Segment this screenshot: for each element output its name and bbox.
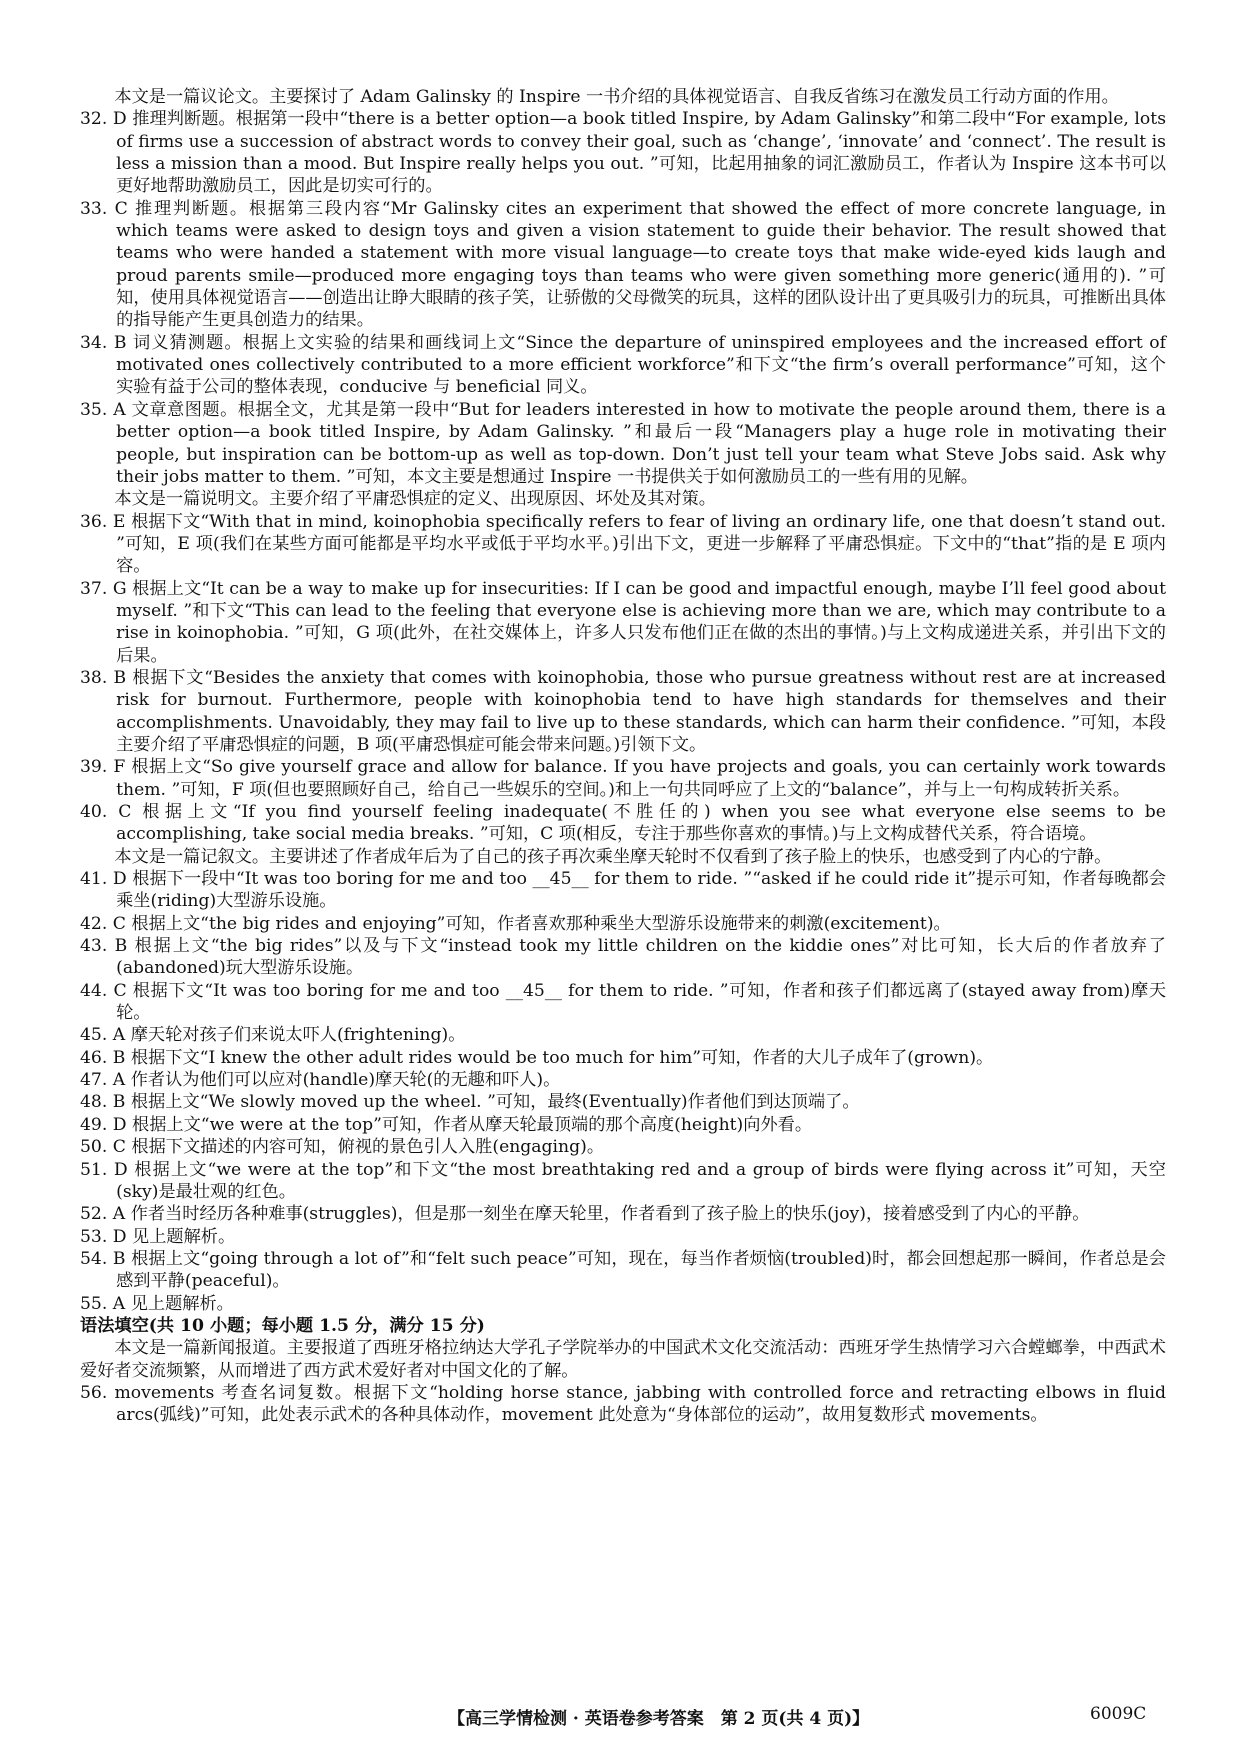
answer-number: 45. A [80,1025,126,1046]
answer-explanation: 根据下文“With that in mind, koinophobia specifically refers to fear of living an ordinary life, one that doesn’t stand out. ”可知，E 项(我们在某些方面可能都是平均水平或低于平均水平。)引出下文，更进一步解释了平庸恐惧症。下文中的“that”指的是 E 项内容。 [116,511,1166,577]
answer-explanation: 根据上文“the big rides and enjoying”可知，作者喜欢那种乘坐大型游乐设施带来的刺激(excitement)。 [131,913,951,934]
answer-number: 36. E [80,511,126,532]
answer-number: 53. D [80,1226,127,1247]
answer-explanation: 根据下文“It was too boring for me and too __45__ for them to ride. ”可知，作者和孩子们都远离了(stayed away from)摩天轮。 [116,980,1167,1024]
answer-item [80,198,1166,332]
answer-item [80,1226,1166,1248]
answer-item [80,1047,1166,1069]
answer-explanation: 根据上文“we were at the top”可知，作者从摩天轮最顶端的那个高度(height)向外看。 [132,1114,813,1135]
answer-explanation: 根据下文“I knew the other adult rides would be too much for him”可知，作者的大儿子成年了(grown)。 [130,1047,994,1068]
answer-number: 32. D [80,109,127,130]
answer-explanation: 文章意图题。根据全文，尤其是第一段中“But for leaders interested in how to motivate the people around them, there is a better option—a book titled Inspire, by Adam Galinsky. ”和最后一段“Managers play a huge role in motivating their people, but inspiration can be bottom-up as well as top-down. Don’t just tell your team what Steve Jobs said. Ask why their jobs matter to them. ”可知，本文主要是想通过 Inspire 一书提供关于如何激励员工的一些有用的见解。 [116,399,1166,487]
answer-item [80,980,1166,1025]
answer-explanation: 根据上文“the big rides”以及与下文“instead took my little children on the kiddie ones”对比可知，长大后的作者放弃了(abandoned)玩大型游乐设施。 [116,936,1166,979]
answer-number: 33. C [80,198,128,219]
answer-explanation: 根据下一段中“It was too boring for me and too __45__ for them to ride. ”“asked if he could ride it”提示可知，作者每晚都会乘坐(riding)大型游乐设施。 [116,869,1166,912]
answer-explanation: 作者当时经历各种难事(struggles)，但是那一刻坐在摩天轮里，作者看到了孩子脸上的快乐(joy)，接着感受到了内心的平静。 [130,1204,1090,1225]
answer-number: 34. B [80,332,127,353]
answer-item [80,1159,1166,1204]
answer-number: 52. A [80,1204,126,1225]
answer-number: 54. B [80,1248,126,1269]
answer-number: 50. C [80,1137,126,1158]
answer-explanation: 推理判断题。根据第三段内容“Mr Galinsky cites an experiment that showed the effect of more concrete language, in which teams were asked to design toys and given a vision statement to guide their behavior. The result showed that teams who were handed a statement with more visual language—to create toys that make wide-eyed kids laugh and proud parents smile—produced more engaging toys than teams who were given something more generic(通用的). ”可知，使用具体视觉语言——创造出让睁大眼睛的孩子笑，让骄傲的父母微笑的玩具，这样的团队设计出了更具吸引力的玩具，可推断出具体的指导能产生更具创造力的结果。 [116,198,1166,331]
passage-summary: 本文是一篇记叙文。主要讲述了作者成年后为了自己的孩子再次乘坐摩天轮时不仅看到了孩子脸上的快乐，也感受到了内心的宁静。 [114,846,1112,867]
answer-explanation: 考查名词复数。根据下文“holding horse stance, jabbing with controlled force and retracting elbows in fluid arcs(弧线)”可知，此处表示武术的各种具体动作，movement 此处意为“身体部位的运动”，故用复数形式 movements。 [116,1382,1166,1426]
answer-number: 37. G [80,578,127,599]
passage-summary: 本文是一篇说明文。主要介绍了平庸恐惧症的定义、出现原因、坏处及其对策。 [114,489,716,510]
answer-item [80,1248,1166,1293]
answer-explanation: 见上题解析。 [132,1226,236,1247]
answer-number: 39. F [80,757,126,778]
answer-explanation: 根据上文“We slowly moved up the wheel. ”可知，最终(Eventually)作者他们到达顶端了。 [130,1092,860,1113]
answer-explanation: 见上题解析。 [130,1293,234,1314]
answer-number: 55. A [80,1293,126,1314]
answer-item [80,578,1166,667]
answer-item [80,868,1166,913]
passage-summary: 本文是一篇议论文。主要探讨了 Adam Galinsky 的 Inspire 一书介绍的具体视觉语言、自我反省练习在激发员工行动方面的作用。 [114,87,1119,107]
answer-item [80,1382,1166,1427]
answer-explanation: 摩天轮对孩子们来说太吓人(frightening)。 [130,1025,466,1046]
answer-item [80,1203,1166,1225]
answer-explanation: 根据上文“we were at the top”和下文“the most breathtaking red and a group of birds were flying across it”可知，天空(sky)是最壮观的红色。 [116,1159,1166,1202]
answer-number: 42. C [80,913,126,934]
answer-item [80,801,1166,846]
answer-explanation: 作者认为他们可以应对(handle)摩天轮(的无趣和吓人)。 [130,1070,561,1091]
answer-number: 56. movements [80,1382,215,1403]
answer-item [80,332,1166,399]
answer-item [80,1091,1166,1113]
answer-explanation: 根据上文“If you find yourself feeling inadequate(不胜任的) when you see what everyone else seems to be accomplishing, take social media breaks. ”可知，C 项(相反，专注于那些你喜欢的事情。)与上文构成替代关系，符合语境。 [116,802,1166,845]
answer-number: 41. D [80,869,127,890]
answer-explanation: 词义猜测题。根据上文实验的结果和画线词上文“Since the departure of uninspired employees and the increased effort of motivated ones collectively contributed to a more efficient workforce”和下文“the firm’s overall performance”可知，这个实验有益于公司的整体表现，conducive 与 beneficial 同义。 [116,332,1166,398]
section-heading: 语法填空(共 10 小题；每小题 1.5 分，满分 15 分) [80,1315,485,1336]
answer-item [80,756,1166,801]
answer-item [80,1293,1166,1315]
answer-explanation: 根据下文描述的内容可知，俯视的景色引人入胜(engaging)。 [131,1137,605,1158]
footer-code: 6009C [1090,1704,1147,1724]
answer-explanation: 推理判断题。根据第一段中“there is a better option—a book titled Inspire, by Adam Galinsky”和第二段中“For example, lots of firms use a succession of abstract words to convey their goal, such as ‘change’, ‘innovate’ and ‘connect’. The result is less a mission than a mood. But Inspire really helps you out. ”可知，比起用抽象的词汇激励员工，作者认为 Inspire 这本书可以更好地帮助激励员工，因此是切实可行的。 [116,109,1167,197]
answer-explanation: 根据下文“Besides the anxiety that comes with koinophobia, those who pursue greatness without rest are at increased risk for burnout. Furthermore, people with koinophobia tend to have high standards for themselves and their accomplishments. Unavoidably, they may fail to live up to these standards, which can harm their confidence. ”可知，本段主要介绍了平庸恐惧症的问题，B 项(平庸恐惧症可能会带来问题。)引领下文。 [116,667,1166,755]
passage-summary: 本文是一篇新闻报道。主要报道了西班牙格拉纳达大学孔子学院举办的中国武术文化交流活动：西班牙学生热情学习六合螳螂拳，中西武术爱好者交流频繁，从而增进了西方武术爱好者对中国文化的了解。 [80,1338,1166,1381]
answer-item [80,511,1166,578]
answer-item [80,1069,1166,1091]
answer-key-page [80,86,1166,1427]
answer-number: 49. D [80,1114,127,1135]
answer-explanation: 根据上文“So give yourself grace and allow for balance. If you have projects and goals, you can certainly work towards them. ”可知，F 项(但也要照顾好自己，给自己一些娱乐的空间。)和上一句共同呼应了上文的“balance”，并与上一句构成转折关系。 [116,757,1166,800]
answer-number: 35. A [80,399,126,420]
answer-number: 46. B [80,1047,126,1068]
footer-title: 【高三学情检测 · 英语卷参考答案 第 2 页(共 4 页)】 [448,1709,870,1729]
answer-item [80,667,1166,756]
answer-item [80,1136,1166,1158]
answer-item [80,935,1166,980]
answer-number: 40. C [80,802,132,822]
answer-item [80,108,1166,197]
answer-item [80,913,1166,935]
answer-item [80,399,1166,488]
answer-number: 47. A [80,1070,126,1091]
answer-number: 38. B [80,667,127,688]
answer-number: 44. C [80,980,127,1001]
answer-number: 51. D [80,1159,128,1180]
answer-number: 43. B [80,936,128,957]
answer-item [80,1114,1166,1136]
answer-item [80,1024,1166,1046]
answer-explanation: 根据上文“It can be a way to make up for insecurities: If I can be good and impactful enough, maybe I’ll feel good about myself. ”和下文“This can lead to the feeling that everyone else is achieving more than we are, which may contribute to a rise in koinophobia. ”可知，G 项(此外，在社交媒体上，许多人只发布他们正在做的杰出的事情。)与上文构成递进关系，并引出下文的后果。 [116,578,1167,666]
answer-explanation: 根据上文“going through a lot of”和“felt such peace”可知，现在，每当作者烦恼(troubled)时，都会回想起那一瞬间，作者总是会感到平静(peaceful)。 [116,1248,1166,1292]
answer-number: 48. B [80,1092,126,1113]
